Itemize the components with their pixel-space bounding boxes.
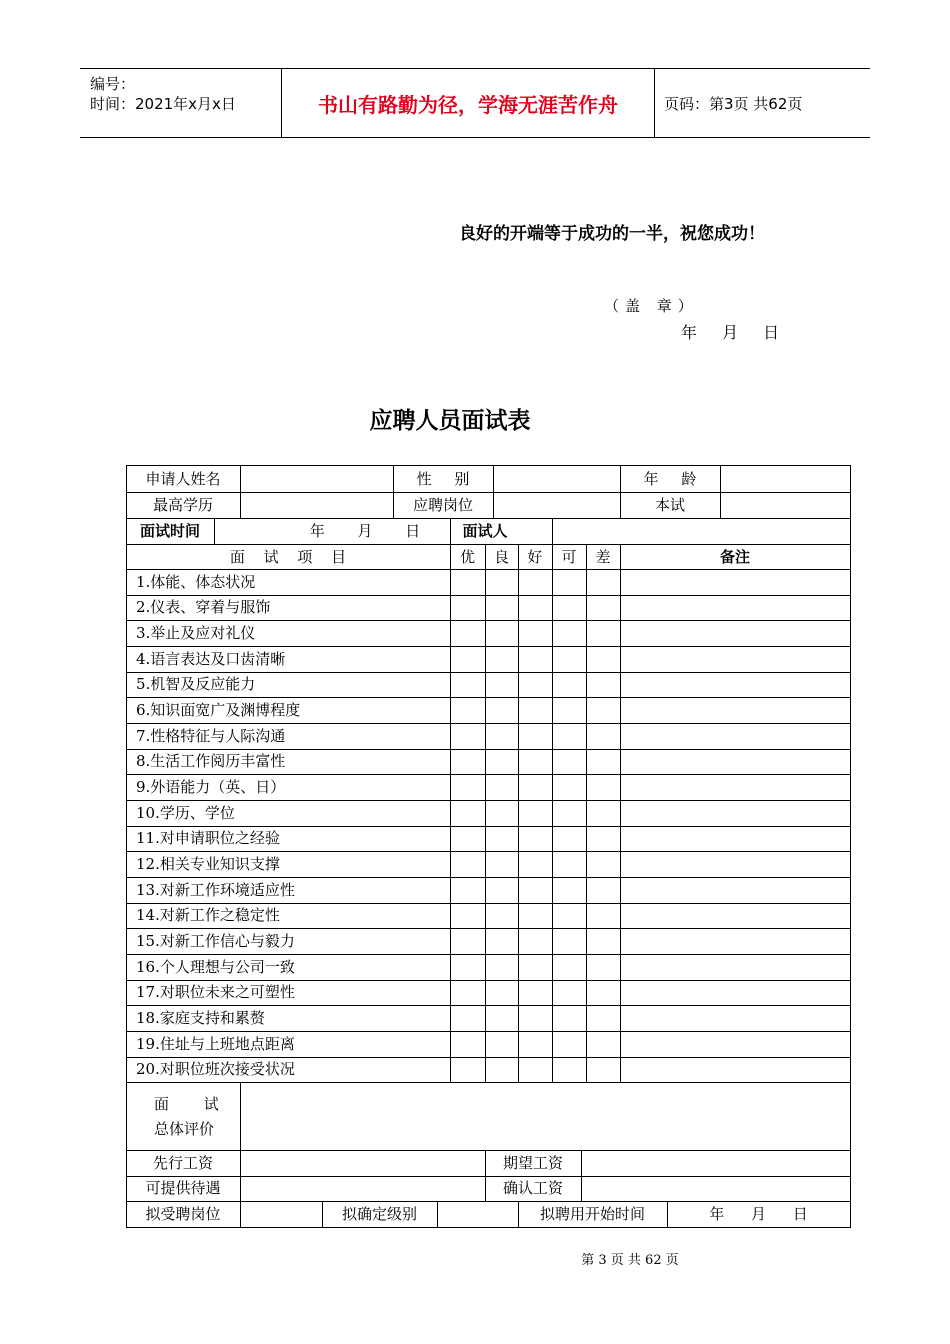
list-item: 10.学历、学位 (136, 804, 235, 822)
expected-salary-label: 期望工资 (502, 1154, 563, 1172)
table-line (552, 518, 553, 544)
table-line (581, 1150, 582, 1201)
table-line (126, 980, 851, 981)
gender-label: 性 别 (416, 470, 470, 488)
table-line (493, 465, 494, 518)
table-line (126, 851, 851, 852)
table-line (126, 1082, 851, 1083)
list-item: 1.体能、体态状况 (136, 573, 256, 591)
table-line (126, 1227, 851, 1228)
table-line (126, 877, 851, 878)
table-line (437, 1201, 438, 1227)
list-item: 11.对申请职位之经验 (136, 829, 280, 847)
table-line (126, 954, 851, 955)
current-salary-label: 先行工资 (152, 1154, 213, 1172)
table-line (126, 492, 851, 493)
interview-date-value: 年 月 日 (309, 522, 421, 540)
interview-time-label: 面试时间 (139, 522, 200, 540)
table-line (552, 544, 553, 1082)
list-item: 19.住址与上班地点距离 (136, 1035, 295, 1053)
table-line (126, 518, 851, 519)
table-line (126, 749, 851, 750)
overall-label: 面 试 (154, 1095, 219, 1113)
table-line (214, 518, 215, 544)
table-line (126, 928, 851, 929)
list-item: 18.家庭支持和累赘 (136, 1009, 265, 1027)
doc-code-label: 编号： (90, 75, 136, 93)
overall-label-sub: 总体评价 (154, 1120, 215, 1138)
rating-fair-header: 好 (527, 548, 543, 566)
doc-date: 时间：2021年x月x日 (90, 95, 236, 113)
table-line (126, 1176, 851, 1177)
table-line (485, 544, 486, 1082)
header-page-info: 页码：第3页 共62页 (664, 95, 803, 113)
table-border (126, 465, 127, 1227)
list-item: 14.对新工作之稳定性 (136, 906, 280, 924)
table-line (240, 465, 241, 518)
table-line (126, 1005, 851, 1006)
items-header: 面 试 项 目 (229, 548, 347, 566)
table-line (126, 569, 851, 570)
list-item: 2.仪表、穿着与服饰 (136, 598, 271, 616)
table-line (126, 697, 851, 698)
remarks-header: 备注 (719, 548, 750, 566)
table-line (126, 672, 851, 673)
table-line (240, 1082, 241, 1150)
education-label: 最高学历 (152, 496, 213, 514)
page-footer: 第 3 页 共 62 页 (581, 1253, 679, 1268)
rating-good-header: 良 (493, 548, 509, 566)
table-line (126, 1031, 851, 1032)
form-title: 应聘人员面试表 (369, 407, 531, 434)
table-line (720, 465, 721, 518)
seal-date: 年 月 日 (681, 323, 780, 342)
table-line (126, 774, 851, 775)
list-item: 8.生活工作阅历丰富性 (136, 752, 286, 770)
table-line (126, 903, 851, 904)
table-line (126, 826, 851, 827)
list-item: 7.性格特征与人际沟通 (136, 727, 286, 745)
wish-text: 良好的开端等于成功的一半，祝您成功！ (459, 224, 765, 244)
start-time-label: 拟聘用开始时间 (539, 1205, 645, 1223)
list-item: 5.机智及反应能力 (136, 675, 256, 693)
table-line (518, 544, 519, 1082)
header-motto: 书山有路勤为径，学海无涯苦作舟 (318, 92, 618, 117)
position-label: 应聘岗位 (412, 496, 473, 514)
rating-excellent-header: 优 (459, 548, 475, 566)
interviewer-label: 面试人 (462, 522, 508, 540)
seal-label: （盖 章） (604, 297, 699, 315)
start-date-value: 年 月 日 (709, 1205, 808, 1223)
table-line (450, 544, 451, 1082)
list-item: 6.知识面宽广及渊博程度 (136, 701, 301, 719)
table-line (126, 544, 851, 545)
table-line (126, 1150, 851, 1151)
list-item: 20.对职位班次接受状况 (136, 1060, 295, 1078)
table-line (126, 1057, 851, 1058)
list-item: 3.举止及应对礼仪 (136, 624, 256, 642)
applicant-name-label: 申请人姓名 (145, 470, 221, 488)
table-line (126, 800, 851, 801)
age-label: 年 龄 (643, 470, 697, 488)
table-line (126, 723, 851, 724)
list-item: 4.语言表达及口齿清晰 (136, 650, 286, 668)
list-item: 12.相关专业知识支撑 (136, 855, 280, 873)
table-line (126, 1201, 851, 1202)
proposed-level-label: 拟确定级别 (341, 1205, 417, 1223)
list-item: 17.对职位未来之可塑性 (136, 983, 295, 1001)
interview-round-label: 本试 (654, 496, 685, 514)
confirmed-salary-label: 确认工资 (502, 1179, 563, 1197)
list-item: 9.外语能力（英、日） (136, 778, 286, 796)
table-line (620, 544, 621, 1082)
list-item: 13.对新工作环境适应性 (136, 881, 295, 899)
proposed-position-label: 拟受聘岗位 (145, 1205, 221, 1223)
list-item: 16.个人理想与公司一致 (136, 958, 295, 976)
table-line (126, 465, 851, 466)
table-line (586, 544, 587, 1082)
rating-poor-header: 差 (595, 548, 611, 566)
list-item: 15.对新工作信心与毅力 (136, 932, 295, 950)
table-line (126, 646, 851, 647)
table-line (240, 1201, 241, 1227)
table-line (126, 620, 851, 621)
table-line (126, 595, 851, 596)
page-header (80, 68, 870, 138)
table-border (850, 465, 851, 1227)
benefits-label: 可提供待遇 (145, 1179, 221, 1197)
table-line (240, 1150, 241, 1201)
rating-acceptable-header: 可 (561, 548, 577, 566)
